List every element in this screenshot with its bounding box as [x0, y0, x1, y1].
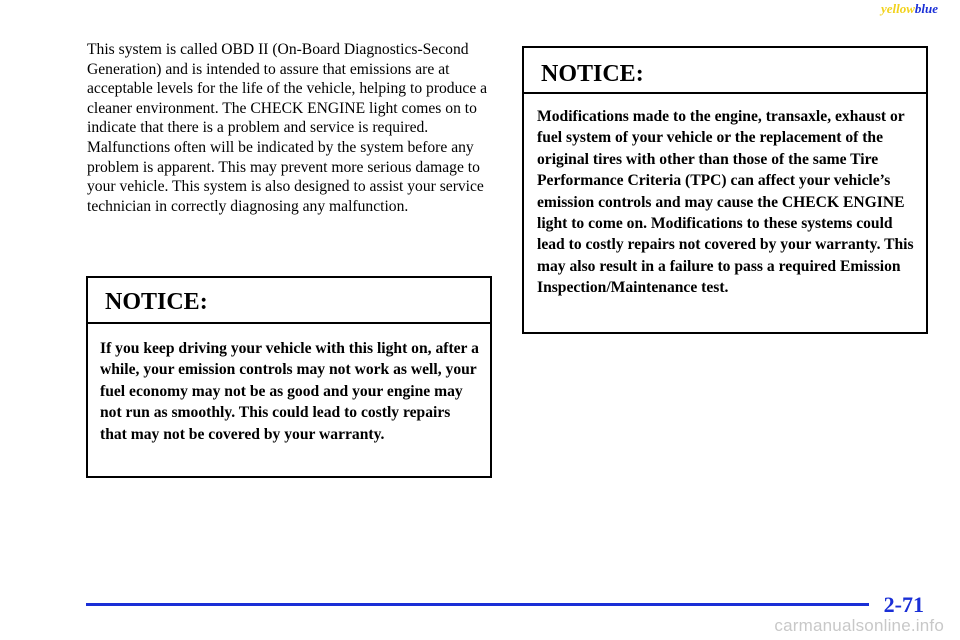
watermark: carmanualsonline.info: [774, 616, 944, 635]
notice-box-modifications: [522, 46, 928, 334]
notice-body: Modifications made to the engine, transaxle, exhaust or fuel system of your vehicle or the replacement of the original tires with other than those of the same Tire Performance Criteria (TPC) can affect your vehicle’s emission controls and may cause the CHECK ENGINE light to come on. Modifications to these systems could lead to costly repairs not covered by your warranty. This may also result in a failure to pass a required Emission Inspection/Maintenance test.: [537, 108, 914, 297]
color-tag-yellow: yellow: [880, 1, 915, 16]
notice-box-driving: [86, 276, 492, 478]
notice-title: NOTICE:: [88, 278, 490, 324]
color-tag-blue: blue: [914, 1, 938, 16]
color-tag: [881, 1, 938, 17]
page-number: 2-71: [883, 592, 924, 617]
notice-title: NOTICE:: [524, 48, 926, 94]
intro-paragraph: This system is called OBD II (On-Board Diagnostics-Second Generation) and is intended to assure that emissions are at acceptable levels for the life of the vehicle, helping to produce a cleaner environment. The CHECK ENGINE light comes on to indicate that there is a problem and service is required. Malfunctions often will be indicated by the system before any problem is apparent. This may prevent more serious damage to your vehicle. This system is also designed to assist your service technician in correctly diagnosing any malfunction.: [87, 41, 488, 215]
notice-body: If you keep driving your vehicle with this light on, after a while, your emission controls may not work as well, your fuel economy may not be as good and your engine may not run as smoothly. This could lead to costly repairs that may not be covered by your warranty.: [100, 340, 479, 443]
footer-rule: [86, 603, 869, 606]
